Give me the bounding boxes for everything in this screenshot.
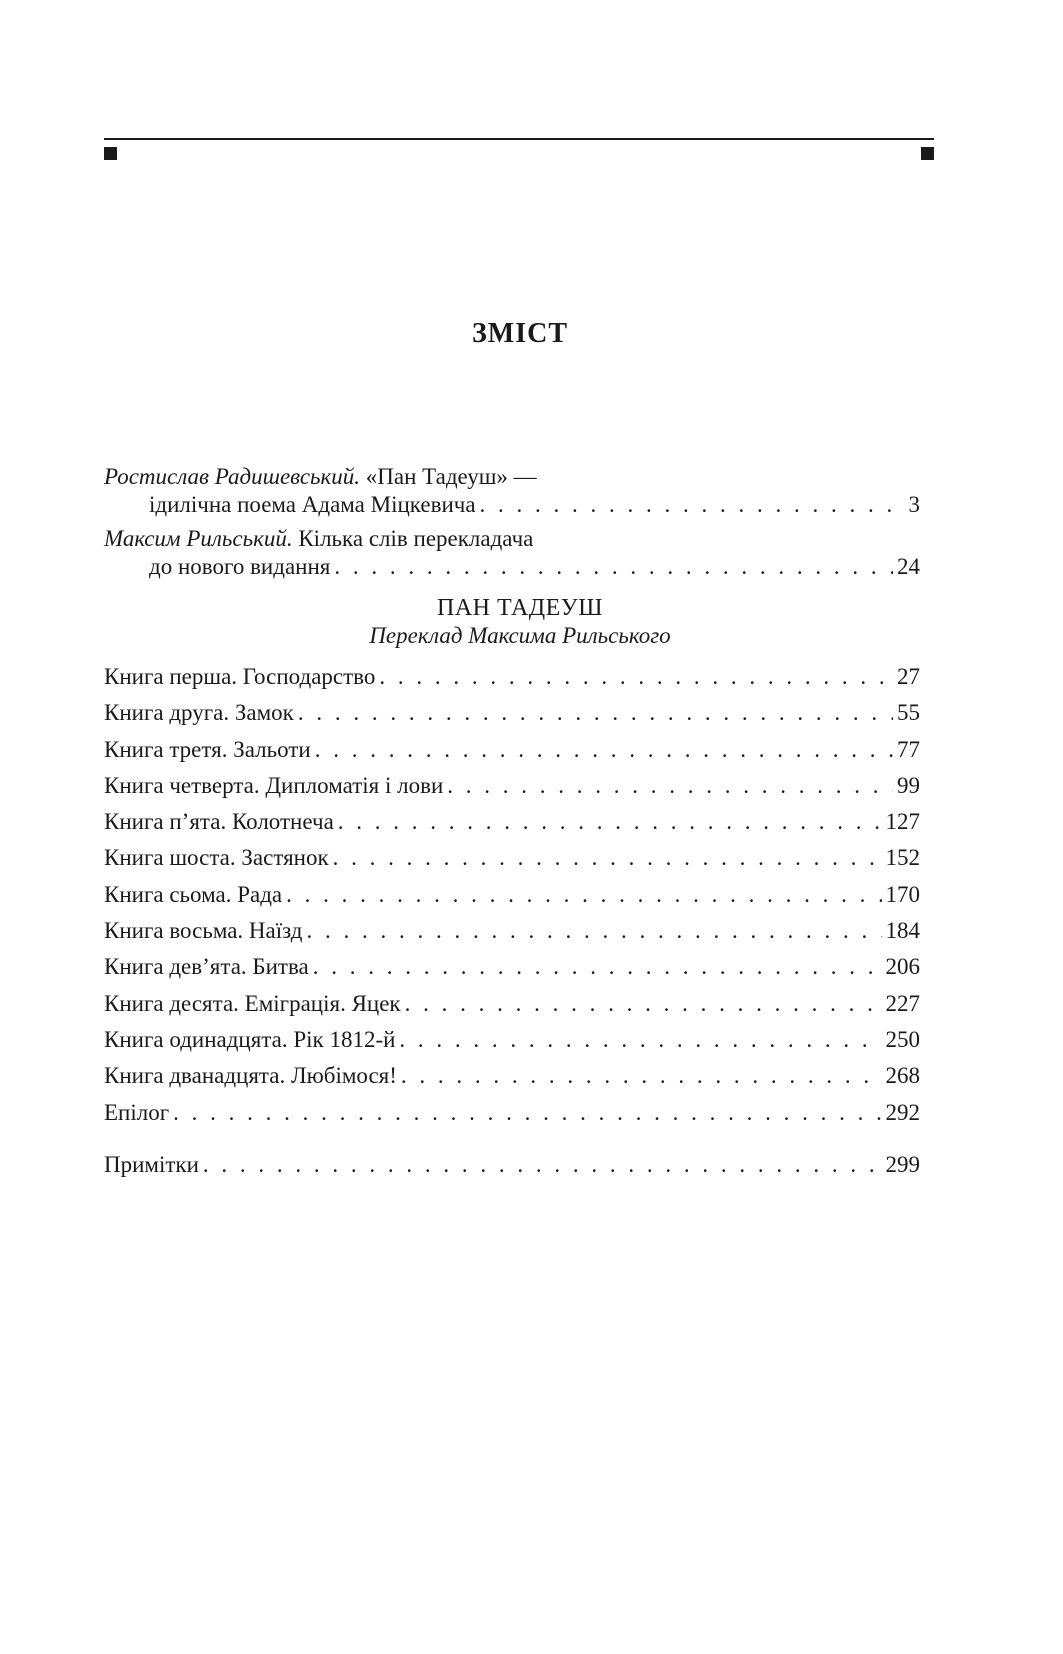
- entry-label: Книга восьма. Наїзд: [104, 918, 303, 944]
- entry-label: Примітки: [104, 1151, 199, 1177]
- header-rule-right-marker: [921, 147, 934, 160]
- entry-page-number: 99: [897, 772, 920, 798]
- toc-entry-book-6[interactable]: [104, 840, 920, 876]
- toc-entry-notes[interactable]: [104, 1147, 920, 1183]
- leader-dots: [173, 1095, 881, 1131]
- leader-dots: [315, 732, 893, 768]
- table-of-contents: [104, 463, 920, 1183]
- toc-entry-intro-rylsky[interactable]: [104, 525, 920, 581]
- entry-page-number: 292: [885, 1099, 920, 1125]
- entry-label: Епілог: [104, 1099, 170, 1125]
- entry-page-number: 3: [908, 492, 920, 517]
- entry-page-number: 24: [897, 554, 920, 579]
- entry-page-number: 55: [897, 700, 920, 726]
- leader-dots: [405, 986, 882, 1022]
- leader-dots: [298, 695, 893, 731]
- intro-entries: [104, 463, 920, 581]
- entry-page-number: 170: [885, 881, 920, 907]
- entry-label: Книга десята. Еміграція. Яцек: [104, 990, 401, 1016]
- toc-entry-book-3[interactable]: [104, 732, 920, 768]
- leader-dots: [480, 491, 905, 519]
- toc-entry-intro-radyshevsky[interactable]: [104, 463, 920, 519]
- leader-dots: [313, 949, 882, 985]
- entry-label: Книга четверта. Дипломатія і лови: [104, 772, 444, 798]
- toc-entry-book-9[interactable]: [104, 949, 920, 985]
- leader-dots: [338, 804, 882, 840]
- entry-title-continued: ідилічна поема Адама Міцкевича: [149, 492, 476, 517]
- toc-entry-book-11[interactable]: [104, 1022, 920, 1058]
- leader-dots: [333, 840, 882, 876]
- header-rule-left-marker: [104, 147, 117, 160]
- entry-label: Книга одинадцята. Рік 1812-й: [104, 1026, 396, 1052]
- section-subtitle: Переклад Максима Рильського: [369, 623, 671, 648]
- toc-entry-book-8[interactable]: [104, 913, 920, 949]
- leader-dots: [399, 1022, 881, 1058]
- entry-label: Книга третя. Зальоти: [104, 736, 311, 762]
- entry-author: Ростислав Радишевський.: [104, 464, 361, 489]
- section-title: ПАН ТАДЕУШ: [436, 595, 604, 621]
- leader-dots: [401, 1058, 882, 1094]
- chapter-list: [104, 659, 920, 1131]
- toc-entry-book-2[interactable]: [104, 695, 920, 731]
- entry-title: Кілька слів перекладача: [298, 526, 534, 551]
- entry-label: Книга шоста. Застянок: [104, 845, 329, 871]
- header-rule: [104, 138, 934, 140]
- entry-label: Книга дев’ята. Битва: [104, 954, 309, 980]
- leader-dots: [307, 913, 882, 949]
- toc-entry-book-4[interactable]: [104, 768, 920, 804]
- toc-entry-book-10[interactable]: [104, 986, 920, 1022]
- entry-page-number: 77: [897, 736, 920, 762]
- entry-label: Книга п’ята. Колотнеча: [104, 809, 334, 835]
- entry-page-number: 268: [885, 1063, 920, 1089]
- page-title: ЗМІСТ: [472, 318, 568, 349]
- entry-page-number: 227: [885, 990, 920, 1016]
- section-heading: [0, 593, 1040, 649]
- entry-label: Книга дванадцята. Любімося!: [104, 1063, 397, 1089]
- entry-page-number: 127: [885, 809, 920, 835]
- leader-dots: [203, 1147, 882, 1183]
- leader-dots: [286, 877, 881, 913]
- toc-entry-book-5[interactable]: [104, 804, 920, 840]
- entry-page-number: 184: [885, 918, 920, 944]
- entry-page-number: 250: [885, 1026, 920, 1052]
- entry-label: Книга друга. Замок: [104, 700, 294, 726]
- entry-page-number: 206: [885, 954, 920, 980]
- entry-page-number: 152: [885, 845, 920, 871]
- toc-entry-book-12[interactable]: [104, 1058, 920, 1094]
- toc-entry-book-1[interactable]: [104, 659, 920, 695]
- toc-entry-book-7[interactable]: [104, 877, 920, 913]
- entry-title-continued: до нового видання: [149, 554, 331, 579]
- toc-entry-epilogue[interactable]: [104, 1095, 920, 1131]
- entry-page-number: 299: [885, 1151, 920, 1177]
- leader-dots: [334, 553, 893, 581]
- entry-label: Книга сьома. Рада: [104, 881, 283, 907]
- entry-title: «Пан Тадеуш» —: [365, 464, 537, 489]
- entry-label: Книга перша. Господарство: [104, 664, 376, 689]
- leader-dots: [447, 768, 893, 804]
- entry-author: Максим Рильський.: [104, 526, 293, 551]
- entry-page-number: 27: [897, 664, 920, 689]
- leader-dots: [379, 659, 893, 695]
